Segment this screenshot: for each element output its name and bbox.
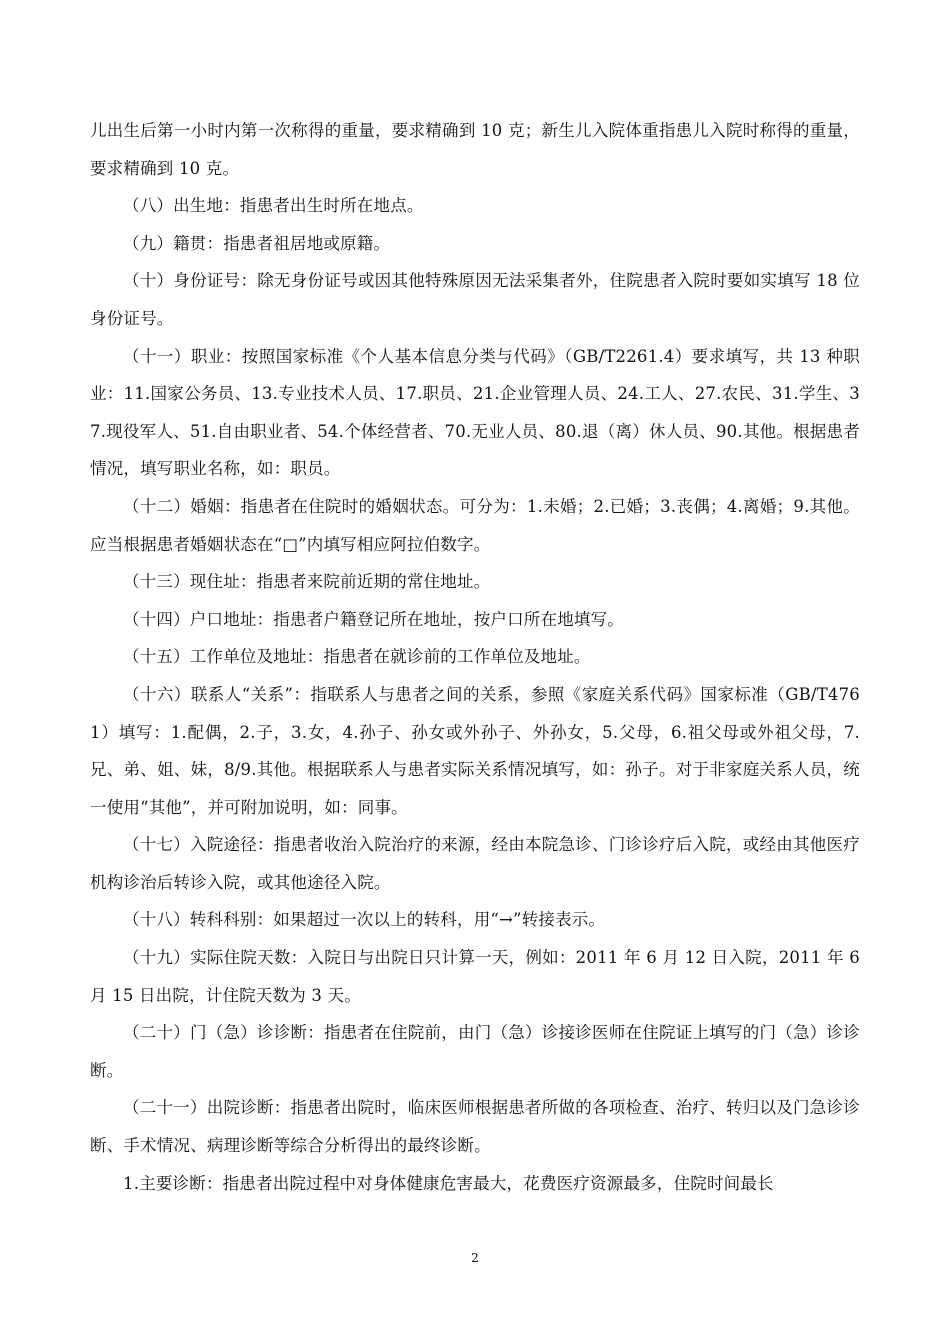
paragraph-department-transfer: （十八）转科科别：如果超过一次以上的转科，用“→”转接表示。 bbox=[123, 910, 606, 930]
paragraph-discharge-diagnosis: （二十一）出院诊断：指患者出院时，临床医师根据患者所做的各项检查、治疗、转归以及门急诊诊断、手术情况、病理诊断等综合分析得出的最终诊断。 bbox=[90, 1098, 860, 1156]
page-number: 2 bbox=[471, 1251, 479, 1265]
paragraph-main-diagnosis: 1.主要诊断：指患者出院过程中对身体健康危害最大，花费医疗资源最多，住院时间最长 bbox=[123, 1173, 774, 1193]
paragraph-hospital-days: （十九）实际住院天数：入院日与出院日只计算一天，例如：2011 年 6 月 12 日入院，2011 年 6 月 15 日出院，计住院天数为 3 天。 bbox=[90, 948, 860, 1005]
paragraph-continuation: 儿出生后第一小时内第一次称得的重量，要求精确到 10 克；新生儿入院体重指患儿入院时称得的重量，要求精确到 10 克。 bbox=[90, 121, 860, 178]
document-body bbox=[90, 112, 860, 1202]
paragraph-household-address: （十四）户口地址：指患者户籍登记所在地址，按户口所在地填写。 bbox=[123, 609, 624, 629]
paragraph-workplace: （十五）工作单位及地址：指患者在就诊前的工作单位及地址。 bbox=[123, 647, 591, 667]
paragraph-admission-route: （十七）入院途径：指患者收治入院治疗的来源，经由本院急诊、门诊诊疗后入院，或经由其他医疗机构诊治后转诊入院，或其他途径入院。 bbox=[90, 835, 860, 892]
paragraph-occupation: （十一）职业：按照国家标准《个人基本信息分类与代码》（GB/T2261.4）要求填写，共 13 种职业：11.国家公务员、13.专业技术人员、17.职员、21.企业管理人员、24.工人、27.农民、31.学生、37.现役军人、51.自由职业者、54.个体经营者、70.无业人员、80.退（离）休人员、90.其他。根据患者情况，填写职业名称，如：职员。 bbox=[90, 346, 860, 479]
paragraph-native-place: （九）籍贯：指患者祖居地或原籍。 bbox=[123, 233, 391, 253]
paragraph-marital-status: （十二）婚姻：指患者在住院时的婚姻状态。可分为：1.未婚；2.已婚；3.丧偶；4.离婚；9.其他。应当根据患者婚姻状态在“□”内填写相应阿拉伯数字。 bbox=[90, 496, 860, 554]
paragraph-id-number: （十）身份证号：除无身份证号或因其他特殊原因无法采集者外，住院患者入院时要如实填写 18 位身份证号。 bbox=[90, 271, 860, 328]
paragraph-outpatient-diagnosis: （二十）门（急）诊诊断：指患者在住院前，由门（急）诊接诊医师在住院证上填写的门（急）诊诊断。 bbox=[90, 1023, 860, 1080]
paragraph-birthplace: （八）出生地：指患者出生时所在地点。 bbox=[123, 196, 424, 216]
paragraph-current-address: （十三）现住址：指患者来院前近期的常住地址。 bbox=[123, 572, 491, 592]
paragraph-contact-relationship: （十六）联系人“关系”：指联系人与患者之间的关系，参照《家庭关系代码》国家标准（GB/T4761）填写：1.配偶，2.子，3.女，4.孙子、孙女或外孙子、外孙女，5.父母，6.祖父母或外祖父母，7.兄、弟、姐、妹，8/9.其他。根据联系人与患者实际关系情况填写，如：孙子。对于非家庭关系人员，统一使用“其他”，并可附加说明，如：同事。 bbox=[90, 684, 860, 817]
